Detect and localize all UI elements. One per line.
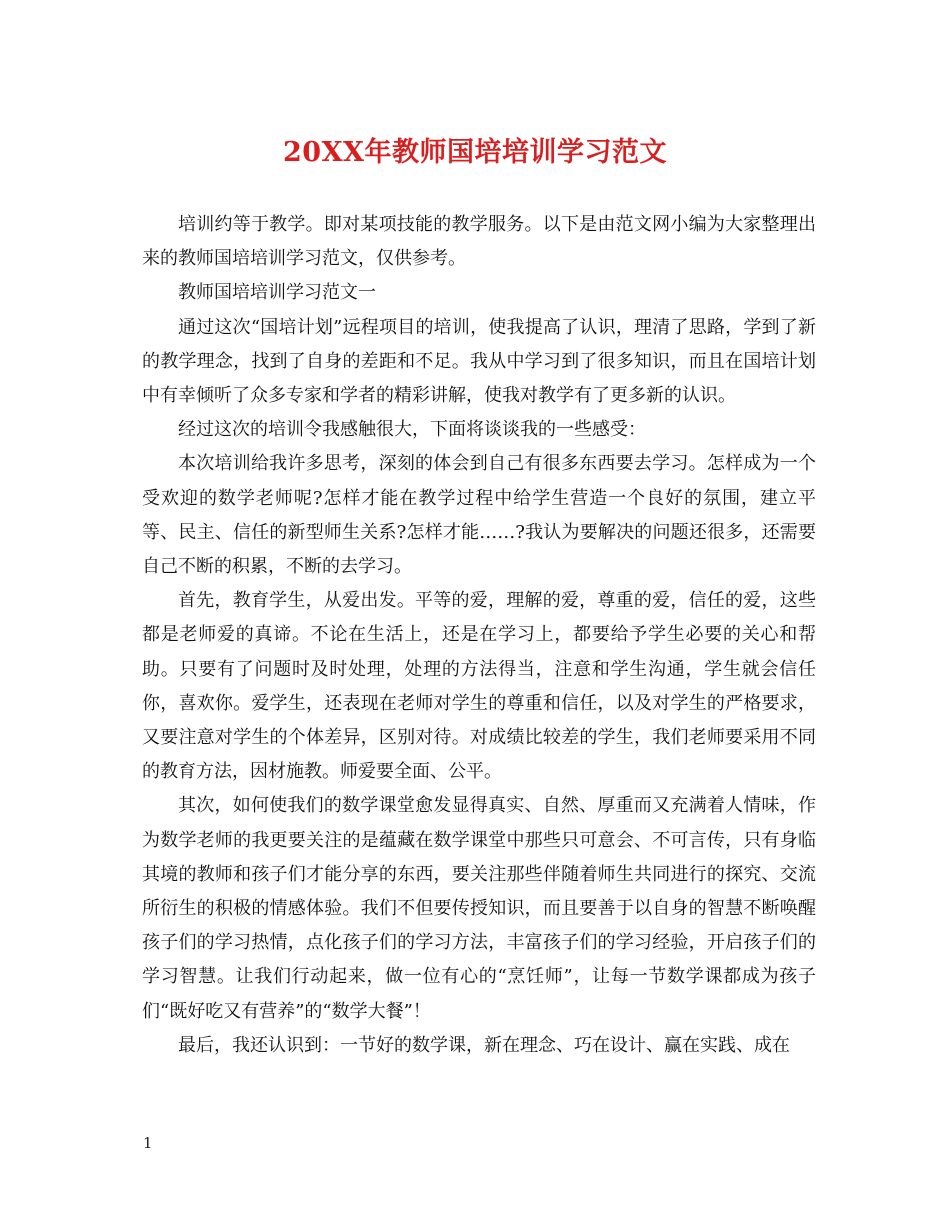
paragraph-3: 本次培训给我许多思考，深刻的体会到自己有很多东西要去学习。怎样成为一个受欢迎的数学老师呢?怎样才能在教学过程中给学生营造一个良好的氛围，建立平等、民主、信任的新型师生关系?怎样才能……?我认为要解决的问题还很多，还需要自己不断的积累，不断的去学习。 [142,453,816,578]
document-title: 20XX年教师国培培训学习范文 [283,137,667,168]
paragraph-1: 通过这次“国培计划”远程项目的培训，使我提高了认识，理清了思路，学到了新的教学理念，找到了自身的差距和不足。我从中学习到了很多知识，而且在国培计划中有幸倾听了众多专家和学者的精彩讲解，使我对教学有了更多新的认识。 [142,316,816,407]
paragraph-2: 经过这次的培训令我感触很大，下面将谈谈我的一些感受： [178,419,646,441]
page-number: 1 [143,1134,153,1152]
paragraph-heading: 教师国培培训学习范文一 [178,282,376,304]
paragraph-5: 其次，如何使我们的数学课堂愈发显得真实、自然、厚重而又充满着人情味，作为数学老师的我更要关注的是蕴藏在数学课堂中那些只可意会、不可言传，只有身临其境的教师和孩子们才能分享的东西，要关注那些伴随着师生共同进行的探究、交流所衍生的积极的情感体验。我们不但要传授知识，而且要善于以自身的智慧不断唤醒孩子们的学习热情，点化孩子们的学习方法，丰富孩子们的学习经验，开启孩子们的学习智慧。让我们行动起来，做一位有心的“烹饪师”，让每一节数学课都成为孩子们“既好吃又有营养”的“数学大餐”！ [142,795,816,1022]
paragraph-6: 最后，我还认识到：一节好的数学课，新在理念、巧在设计、赢在实践、成在 [178,1034,790,1056]
document-body [142,208,816,1063]
paragraph-4: 首先，教育学生，从爱出发。平等的爱，理解的爱，尊重的爱，信任的爱，这些都是老师爱的真谛。不论在生活上，还是在学习上，都要给予学生必要的关心和帮助。只要有了问题时及时处理，处理的方法得当，注意和学生沟通，学生就会信任你，喜欢你。爱学生，还表现在老师对学生的尊重和信任，以及对学生的严格要求，又要注意对学生的个体差异，区别对待。对成绩比较差的学生，我们老师要采用不同的教育方法，因材施教。师爱要全面、公平。 [142,590,816,783]
paragraph-intro: 培训约等于教学。即对某项技能的教学服务。以下是由范文网小编为大家整理出来的教师国培培训学习范文，仅供参考。 [142,214,816,270]
